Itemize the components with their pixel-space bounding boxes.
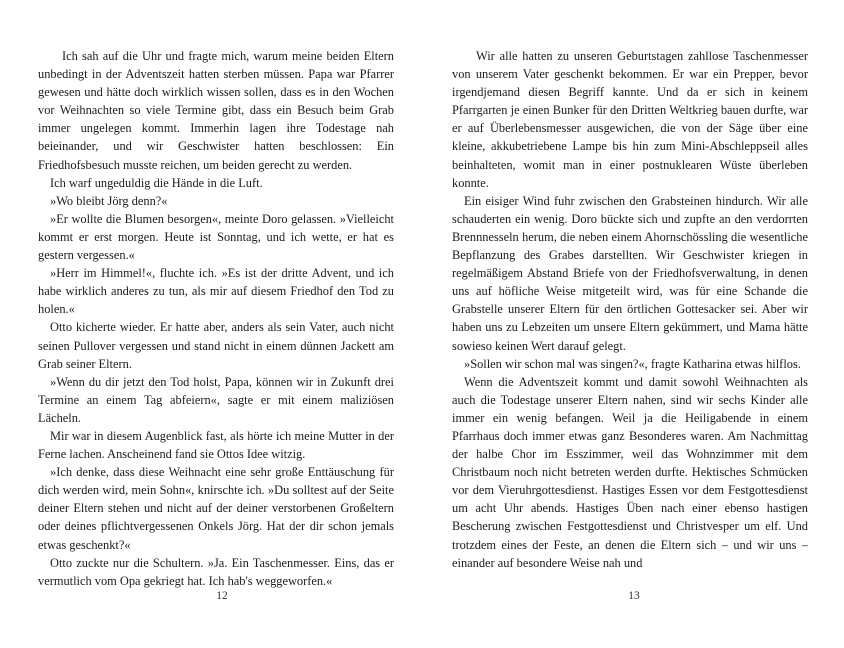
paragraph: Ein eisiger Wind fuhr zwischen den Grabsteinen hindurch. Wir alle schauderten ein wenig. Doro bückte sich und zupfte an den verdorrten Brennnesseln herum, die neben einem Ahornschössling die wesentliche Bepflanzung des Grabes darstellten. Wir Geschwister kriegen in regelmäßigem Abstand Briefe von der Friedhofsverwaltung, in denen uns auf höfliche Weise mitgeteilt wird, was für eine Schande die Grabstelle unserer Eltern für den örtlichen Gottesacker sei. Aber wir haben uns zu Lebzeiten um unsere Eltern gekümmert, und Mama hätte sowieso keinen Wert darauf gelegt. xyxy=(452,193,808,353)
paragraph: Otto zuckte nur die Schultern. »Ja. Ein Taschenmesser. Eins, das er vermutlich vom Opa gekriegt hat. Ich hab's weggeworfen.« xyxy=(38,555,394,588)
paragraph: »Er wollte die Blumen besorgen«, meinte Doro gelassen. »Vielleicht kommt er erst morgen. Heute ist Sonntag, und ich wette, er hat es gestern vergessen.« xyxy=(38,211,394,263)
paragraph: »Wenn du dir jetzt den Tod holst, Papa, können wir in Zukunft drei Termine an einem Tag abfeiern«, sagte er mit einem maliziösen Lächeln. xyxy=(38,374,394,425)
left-page-text xyxy=(38,47,394,590)
paragraph: Wir alle hatten zu unseren Geburtstagen zahllose Taschenmesser von unserem Vater geschenkt bekommen. Er war ein Prepper, bevor irgendjemand diesen Begriff kannte. Und da er sich in keinem Pfarrgarten je einen Bunker für den Dritten Weltkrieg bauen durfte, war er auf Überlebensmesser ausgewichen, die von der Säge über eine kleine, akkubetriebene Lampe bis hin zum Mini-Abschleppseil alles beinhalteten, womit man in einer postnuklearen Wüste überleben konnte. xyxy=(452,49,808,190)
left-page-number: 12 xyxy=(216,590,228,602)
paragraph: »Herr im Himmel!«, fluchte ich. »Es ist der dritte Advent, und ich habe wirklich anderes zu tun, als mir auf diesem Friedhof den Tod zu holen.« xyxy=(38,266,394,317)
paragraph: Wenn die Adventszeit kommt und damit sowohl Weihnachten als auch die Todestage unserer Eltern nahen, sind wir sechs Kinder alle immer ein wenig befangen. Weil ja die Heiligabende in einem Pfarrhaus doch immer etwas ganz Besonderes waren. Am Nachmittag der halbe Chor im Esszimmer, weil das Wohnzimmer mit dem Christbaum noch nicht betreten werden durfte. Hektisches Schmücken vor dem Vieruhrgottesdienst. Hastiges Essen vor dem Festgottesdienst um acht Uhr abends. Hastiges Üben nach einer ebenso hastigen Bescherung zwischen Festgottesdienst und Christvesper um elf. Und trotzdem eines der Feste, an denen die Eltern sich – und wir uns – einander auf besondere Weise nah und xyxy=(452,374,808,570)
right-page-number: 13 xyxy=(628,590,640,602)
paragraph: »Ich denke, dass diese Weihnacht eine sehr große Enttäuschung für dich werden wird, mein Sohn«, knirschte ich. »Du solltest auf der Seite deiner Eltern stehen und nicht auf der deiner verstorbenen Großeltern oder deines pflichtvergessenen Onkels Jörg. Hat der dir schon jemals etwas geschenkt?« xyxy=(38,465,394,552)
left-page xyxy=(38,47,394,590)
paragraph: Otto kicherte wieder. Er hatte aber, anders als sein Vater, auch nicht seinen Pullover vergessen und stand nicht in einem dünnen Jackett am Grab seiner Eltern. xyxy=(38,320,394,371)
paragraph: »Wo bleibt Jörg denn?« xyxy=(50,193,168,208)
paragraph: Mir war in diesem Augenblick fast, als hörte ich meine Mutter in der Ferne lachen. Anscheinend fand sie Ottos Idee witzig. xyxy=(38,428,394,462)
paragraph: »Sollen wir schon mal was singen?«, fragte Katharina etwas hilflos. xyxy=(464,356,801,371)
paragraph: Ich warf ungeduldig die Hände in die Luft. xyxy=(50,175,263,190)
right-page xyxy=(452,47,808,572)
paragraph: Ich sah auf die Uhr und fragte mich, warum meine beiden Eltern unbedingt in der Adventszeit hatten sterben müssen. Papa war Pfarrer gewesen und hätte doch wirklich wissen sollen, dass es in den Wochen vor Weihnachten so viele Termine gibt, dass ein Besuch beim Grab immer ungelegen kommt. Immerhin lagen ihre Todestage nah beieinander, und wir Geschwister hatten beschlossen: Ein Friedhofsbesuch musste reichen, um beiden gerecht zu werden. xyxy=(38,49,394,172)
right-page-text xyxy=(452,47,808,572)
